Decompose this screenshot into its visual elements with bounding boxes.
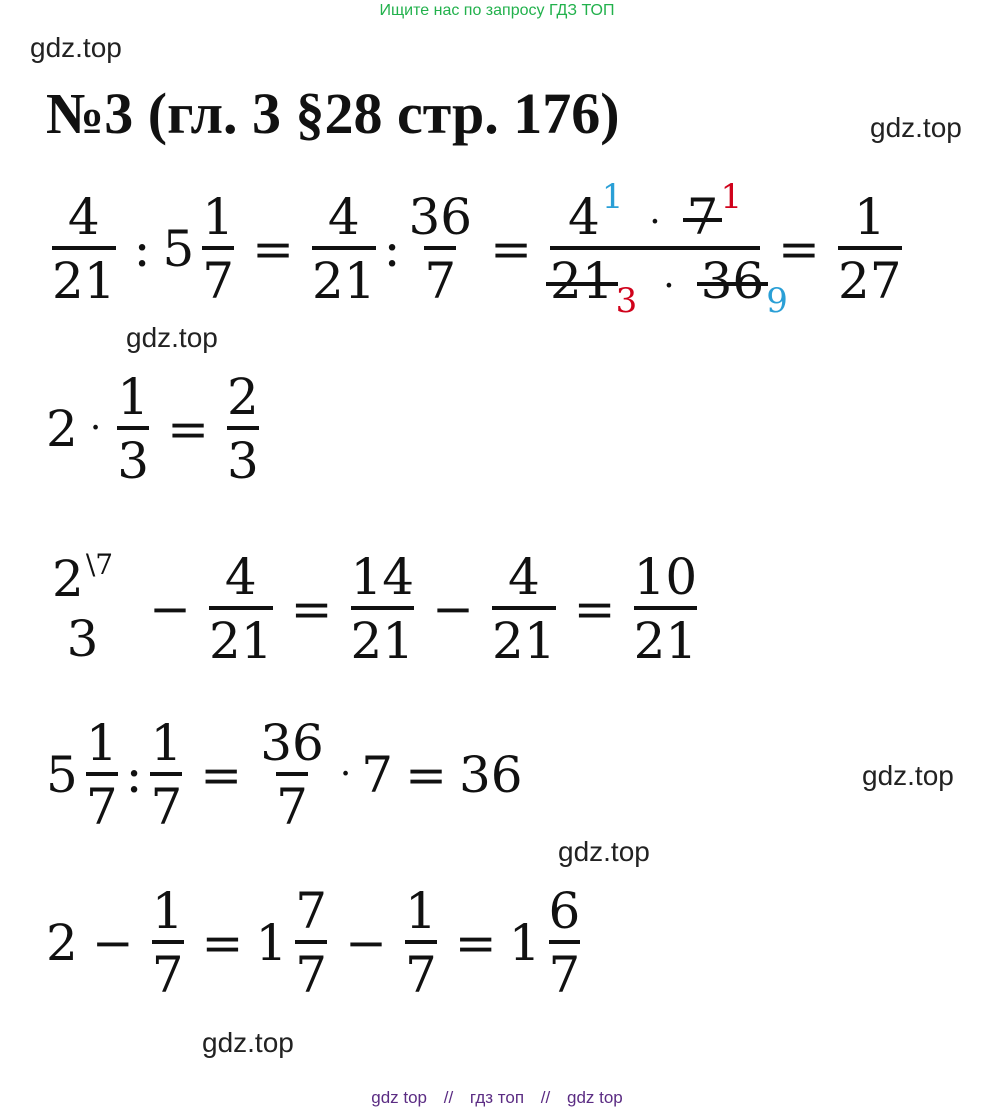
watermark: gdz.top — [202, 1027, 294, 1058]
minus-sign: − — [91, 914, 134, 972]
equals-sign: = — [290, 580, 333, 638]
equals-sign: = — [252, 220, 295, 278]
watermark: gdz.top — [558, 836, 650, 867]
cancelled-factor: 36 — [700, 252, 765, 310]
minus-sign: − — [149, 580, 191, 638]
fraction: $\frac{36}{7}$ — [260, 714, 324, 836]
fraction: $\frac{4}{21}$ — [208, 548, 273, 670]
cancelled-factor: 21 — [550, 252, 614, 310]
whole-number: 2 — [46, 400, 78, 458]
watermark: gdz.top — [126, 322, 218, 353]
equals-sign: = — [454, 914, 497, 972]
colon-operator: : — [125, 746, 143, 804]
reduced-factor: 3 — [615, 281, 638, 321]
footer-link[interactable]: гдз топ — [469, 1088, 525, 1107]
watermark: gdz.top — [30, 32, 122, 63]
extension-factor: \7 — [85, 548, 114, 581]
cancelled-factor: 7 — [686, 188, 719, 246]
minus-sign: − — [432, 580, 475, 638]
fraction: $\frac{1}{3}$ — [117, 368, 150, 490]
footer-separator: // — [443, 1088, 454, 1107]
fraction: $2^{\backslash 7}$ 3 — [52, 548, 114, 668]
result-fraction: $\frac{10}{21}$ — [633, 548, 698, 670]
colon-operator: : — [133, 220, 151, 278]
mixed-whole: 5 — [162, 220, 195, 278]
result-fraction: $\frac{6}{7}$ — [548, 882, 581, 1004]
fraction: $\frac{1}{7}$ — [85, 714, 118, 836]
equals-sign: = — [200, 746, 243, 804]
result-value: 36 — [459, 746, 523, 804]
fraction: $\frac{1}{7}$ — [150, 714, 183, 836]
footer-separator: // — [540, 1088, 551, 1107]
equals-sign: = — [167, 400, 209, 458]
multiply-dot: · — [663, 266, 675, 307]
multiply-dot: · — [649, 202, 661, 243]
mixed-whole: 1 — [508, 914, 541, 972]
reduced-factor: 9 — [766, 281, 788, 321]
fraction: $\frac{4}{21}$ — [312, 188, 376, 310]
equals-sign: = — [201, 914, 244, 972]
multiply-dot: · — [339, 754, 352, 795]
numerator-factor: 4 — [567, 188, 600, 246]
reduced-fraction — [544, 177, 788, 321]
page-title: №3 (гл. 3 §28 стр. 176) — [46, 81, 620, 146]
multiply-dot: · — [89, 408, 102, 449]
equals-sign: = — [573, 580, 616, 638]
footer-link[interactable]: gdz top — [371, 1088, 427, 1107]
watermark: gdz.top — [870, 112, 962, 143]
equation-line-4 — [46, 714, 523, 836]
fraction: $\frac{36}{7}$ — [408, 188, 473, 310]
multiplier: 7 — [361, 746, 394, 804]
fraction: $\frac{1}{7}$ — [151, 882, 184, 1004]
equals-sign: = — [490, 220, 533, 278]
fraction: $\frac{4}{21}$ — [52, 188, 116, 310]
footer-links — [0, 1088, 994, 1108]
colon-operator: : — [383, 220, 401, 278]
equals-sign: = — [778, 220, 820, 278]
watermark: gdz.top — [862, 760, 954, 791]
footer-link[interactable]: gdz top — [566, 1088, 623, 1107]
whole-number: 2 — [46, 914, 78, 972]
equals-sign: = — [405, 746, 447, 804]
equation-line-3 — [46, 548, 703, 670]
minus-sign: − — [345, 914, 387, 972]
search-banner[interactable]: Ищите нас по запросу ГДЗ ТОП — [379, 2, 615, 19]
equation-line-2 — [46, 368, 265, 490]
equation-line-1 — [46, 177, 908, 321]
fraction: $\frac{7}{7}$ — [295, 882, 328, 1004]
mixed-whole: 5 — [46, 746, 78, 804]
mixed-whole: 1 — [255, 914, 288, 972]
fraction: $\frac{1}{7}$ — [404, 882, 437, 1004]
result-fraction: $\frac{1}{27}$ — [837, 188, 902, 310]
fraction: $\frac{4}{21}$ — [492, 548, 556, 670]
reduced-factor: 1 — [601, 177, 624, 217]
fraction: $\frac{1}{7}$ — [202, 188, 235, 310]
reduced-factor: 1 — [720, 177, 743, 217]
result-fraction: $\frac{2}{3}$ — [226, 368, 259, 490]
equation-line-5 — [46, 882, 586, 1004]
fraction: $\frac{14}{21}$ — [350, 548, 415, 670]
